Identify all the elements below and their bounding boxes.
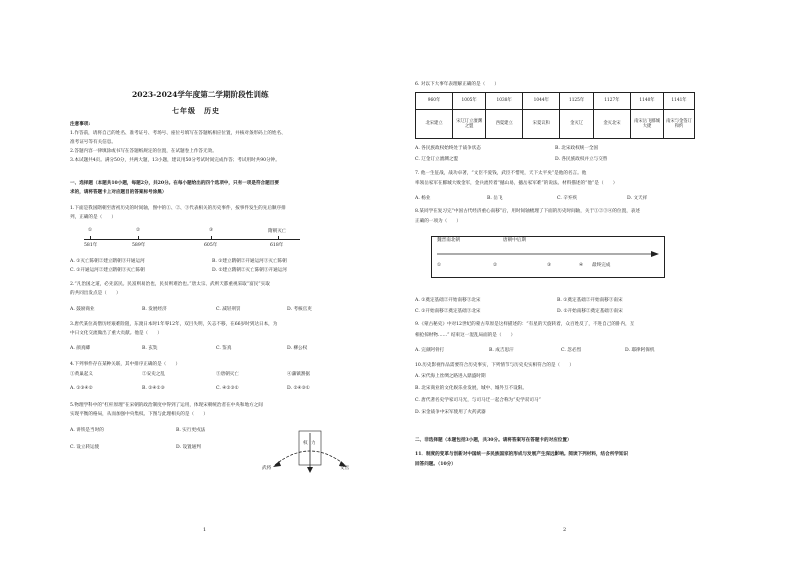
table-cell-event: 金灭辽 bbox=[560, 110, 594, 139]
q5-stem: 5.物理学科中的“杠杆原理”在宋朝的政治制度中得到了运用，体现宋朝统治者在中央和地方之间 bbox=[70, 403, 263, 408]
q9-option-d[interactable]: D. 耶律阿保机 bbox=[625, 348, 655, 353]
q9-option-c[interactable]: C. 忽必烈 bbox=[561, 348, 582, 353]
q1-option-d[interactable]: D. ①建立隋朝②灭亡陈朝③开通运河 bbox=[212, 268, 287, 273]
q8-slot: 最终完成 bbox=[592, 263, 611, 268]
q5-option-d[interactable]: D. 设置通判 bbox=[176, 445, 201, 450]
q10-option-d[interactable]: D. 宋金战争中宋军使用了火药武器 bbox=[415, 410, 486, 415]
q7-option-b[interactable]: B. 岳飞 bbox=[487, 196, 503, 201]
timeline-tick bbox=[278, 236, 279, 240]
q1-option-a[interactable]: A. ①灭亡陈朝②建立隋朝③开通运河 bbox=[70, 259, 145, 264]
q7-option-a[interactable]: A. 杨业 bbox=[415, 196, 431, 201]
q11-stem-cont: 回答问题。（10分） bbox=[415, 462, 456, 467]
q9-option-b[interactable]: B. 成吉思汗 bbox=[489, 348, 514, 353]
page-number: 2 bbox=[563, 527, 567, 533]
q2-stem: 2.“凡治国之道，必先富民。民富则易治也，民贫则难治也。”唐太宗、武则天都重视采取“富民”实取 bbox=[70, 282, 270, 287]
q8-stem-cont: 正确的一项为（ ） bbox=[415, 219, 461, 224]
q7-option-d[interactable]: D. 文天祥 bbox=[627, 196, 648, 201]
timeline-year: 581年 bbox=[84, 243, 98, 248]
table-cell-year: 1127年 bbox=[593, 93, 630, 110]
notice-line: 准考证号等有关信息。 bbox=[70, 140, 116, 145]
q8-slot: ② bbox=[493, 263, 498, 268]
q5-option-b[interactable]: B. 实行更戍法 bbox=[176, 428, 206, 433]
diagram-label-power-2: 力 bbox=[311, 441, 316, 446]
timeline-tick bbox=[211, 236, 212, 240]
exam-page-2 bbox=[397, 0, 794, 561]
lever-diagram bbox=[255, 425, 365, 485]
section1-heading: 一、选择题（本题共10小题，每题2分，共20分。在每小题给出的四个选项中，只有一项是符合题目要 bbox=[70, 181, 279, 186]
arrowhead bbox=[651, 251, 659, 257]
q8-option-a[interactable]: A. ①奠定基础②开始南移③北宋 bbox=[415, 298, 481, 303]
table-cell-year: 1038年 bbox=[486, 93, 523, 110]
q10-stem: 10.历史影视作品需要符合历史事实，下列情节与历史史实相符合的是（ ） bbox=[415, 363, 574, 368]
q8-slot: ① bbox=[437, 263, 442, 268]
q6-option-a[interactable]: A. 各民族政权始终处于战争状态 bbox=[415, 146, 481, 151]
timeline-mark: ① bbox=[88, 228, 93, 233]
q8-label: 魏晋南北朝 bbox=[437, 238, 460, 243]
table-cell-year: 1125年 bbox=[560, 93, 594, 110]
q8-label: 唐朝中后期 bbox=[503, 238, 526, 243]
q2-option-a[interactable]: A. 鼓励商业 bbox=[70, 307, 95, 312]
q4-event: ①黄巢起义 bbox=[70, 372, 93, 377]
exam-subtitle: 七年级 历史 bbox=[172, 106, 220, 115]
q4-stem: 4.下列事件存在某种关联，其中排序正确的是（ ） bbox=[70, 362, 181, 367]
q3-option-b[interactable]: B. 玄奘 bbox=[142, 346, 158, 351]
timeline-tick bbox=[138, 236, 139, 240]
q3-stem-cont: 中日文化交流做出了重大贡献。他是（ ） bbox=[70, 331, 162, 336]
table-cell-year: 1140年 bbox=[631, 93, 664, 110]
notice-line: 1.作答前，请将自己的姓名、准考证号、考场号、座位号填写在答题纸相应位置，并核对条形码上的姓名、 bbox=[70, 131, 286, 136]
section1-heading-cont: 求的，请将答题卡上对应题目的答案标号涂黑） bbox=[70, 190, 167, 195]
q7-stem-cont: 率领岳家军在郾城大败金军，金兵流传着“撼山易，撼岳家军难”的说法。材料描述的“他”是（ ） bbox=[415, 181, 618, 186]
q3-option-d[interactable]: D. 柳公权 bbox=[287, 346, 308, 351]
diagram-label-official: 文官 bbox=[340, 466, 350, 471]
q1-option-c[interactable]: C. ①开通运河②建立隋朝③灭亡陈朝 bbox=[70, 268, 145, 273]
table-cell-year: 1141年 bbox=[664, 93, 695, 110]
q8-slot: ④ bbox=[579, 263, 584, 268]
table-cell-event: 金灭北宋 bbox=[593, 110, 630, 139]
timeline-tick bbox=[90, 236, 91, 240]
q2-option-c[interactable]: C. 减轻刑罚 bbox=[216, 307, 241, 312]
table-row-events bbox=[416, 110, 695, 139]
q9-stem-cont: 相抢掠财物……” 结束这一混乱局面的是（ ） bbox=[415, 333, 516, 338]
lever-fulcrum bbox=[307, 467, 313, 473]
timeline-mark: 隋朝灭亡 bbox=[268, 229, 287, 234]
timeline-year: 605年 bbox=[204, 243, 218, 248]
table-cell-year: 1005年 bbox=[453, 93, 486, 110]
q10-option-a[interactable]: A. 宋代海上丝绸之路进入鼎盛时期 bbox=[415, 374, 486, 379]
q6-option-d[interactable]: D. 各民族政权并立与交替 bbox=[555, 157, 608, 162]
table-cell-year: 960年 bbox=[416, 93, 453, 110]
q8-option-b[interactable]: B. ①奠定基础②开始南移③南宋 bbox=[557, 298, 623, 303]
q3-option-c[interactable]: C. 鉴真 bbox=[216, 346, 232, 351]
timeline-year: 589年 bbox=[132, 243, 146, 248]
timeline-mark: ③ bbox=[209, 228, 214, 233]
q4-event: ③唐朝灭亡 bbox=[216, 372, 239, 377]
q9-stem: 9.《蒙古秘史》中对12世纪的蒙古草原是这样描述的：“有星的天旋转着，众百姓反了，不进自己的卧内，互 bbox=[415, 322, 635, 327]
q8-option-c[interactable]: C. ①开始南移②奠定基础③北宋 bbox=[415, 309, 481, 314]
q4-option-a[interactable]: A. ①③④② bbox=[70, 386, 93, 391]
q2-stem-cont: 的共同出发点是（ ） bbox=[70, 291, 121, 296]
q8-option-d[interactable]: D. ①开始南移②奠定基础③南宋 bbox=[557, 309, 623, 314]
q6-stem: 6. 对以下大事年表理解正确的是（ ） bbox=[415, 82, 499, 87]
q1-option-b[interactable]: B. ①建立隋朝②开通运河③灭亡陈朝 bbox=[212, 259, 287, 264]
q6-option-b[interactable]: B. 北宋政权统一全国 bbox=[555, 146, 599, 151]
q4-event: ④藩镇割据 bbox=[287, 372, 310, 377]
q8-stem: 8.某同学在复习完“中国古代经济重心南移”后，用时间轴梳理了下面的历史时间轴，关于①②③④的位置，表述 bbox=[415, 209, 640, 214]
q6-option-c[interactable]: C. 辽金订立澶渊之盟 bbox=[415, 157, 459, 162]
q5-option-c[interactable]: C. 设立转运使 bbox=[70, 445, 100, 450]
q5-option-a[interactable]: A. 讲铁是当时的 bbox=[70, 428, 104, 433]
q10-option-b[interactable]: B. 北宋商业的文化娱乐业发展，城中、城外互不设限。 bbox=[415, 386, 527, 391]
q3-stem: 3.唐代某位高僧历经艰难险阻，东渡日本时1年零12年，双目失明，矢志不移，在66岁时到达日本，为 bbox=[70, 322, 278, 327]
table-cell-event: 南宋与金签订和约 bbox=[664, 110, 695, 139]
table-row-years bbox=[416, 93, 695, 110]
q2-option-d[interactable]: D. 考核官吏 bbox=[287, 307, 312, 312]
table-cell-event: 宋辽订立澶渊之盟 bbox=[453, 110, 486, 139]
timeline-mark: ② bbox=[136, 228, 141, 233]
timeline-axis bbox=[84, 239, 300, 240]
q1-stem: 1.下面是我国隋朝至唐初历史的时间轴，图中的①、②、③代表相关的历史事件，按事件发生的先后顺序排 bbox=[70, 206, 286, 211]
table-cell-event: 南宋岳飞郾城大捷 bbox=[631, 110, 664, 139]
exam-title: 2023-2024学年度第二学期阶段性训练 bbox=[132, 90, 269, 99]
table-cell-year: 1044年 bbox=[523, 93, 560, 110]
q6-events-table bbox=[415, 92, 695, 139]
q4-option-d[interactable]: D. ②④③① bbox=[287, 386, 310, 391]
q4-option-b[interactable]: B. ②④①③ bbox=[142, 386, 165, 391]
notice-line: 3.本试题共4页。满分50分，共两大题，13小题，建议用50分考试时间完成作答；考试用时共90分钟。 bbox=[70, 158, 280, 163]
q3-option-a[interactable]: A. 颜真卿 bbox=[70, 346, 91, 351]
section2-heading: 二、非选择题（本题包括3小题，共30分。请将答案写在答题卡的对应位置） bbox=[415, 438, 572, 443]
q4-option-c[interactable]: C. ④②③① bbox=[216, 386, 239, 391]
notice-heading: 注意事项: bbox=[70, 122, 91, 127]
q11-stem: 11．制度的变革与创新对中国统一多民族国家的形成与发展产生深远影响。阅读下列材料，结合所学知识 bbox=[415, 452, 629, 457]
q5-stem-cont: 实现平衡的格局，从而加强中央集权。下图与此理相关的是（ ） bbox=[70, 412, 208, 417]
table-cell-event: 西夏建立 bbox=[486, 110, 523, 139]
table-cell-event: 宋夏议和 bbox=[523, 110, 560, 139]
page-number: 1 bbox=[203, 527, 207, 533]
q10-option-c[interactable]: C. 唐代著名史学家司马光，与司马迁一起合称为“史学双司马” bbox=[415, 398, 541, 403]
q9-option-a[interactable]: A. 完颜阿骨打 bbox=[415, 348, 445, 353]
table-cell-event: 北宋建立 bbox=[416, 110, 453, 139]
q4-event: ②安史之乱 bbox=[142, 372, 165, 377]
q8-timeline-arrow bbox=[431, 236, 665, 278]
timeline-year: 618年 bbox=[270, 243, 284, 248]
q7-option-c[interactable]: C. 辛弃疾 bbox=[557, 196, 578, 201]
notice-line: 2.答题内容一律填涂或书写在答题纸规定的位置，在试题卷上作答无效。 bbox=[70, 149, 217, 154]
diagram-label-general: 武将 bbox=[262, 466, 272, 471]
q1-stem-cont: 列，正确的是（ ） bbox=[70, 215, 116, 220]
diagram-label-power-1: 权 bbox=[303, 441, 308, 446]
q7-stem: 7. 他一生征战，战功卓著，“文臣不爱钱，武臣不惜死，天下太平矣”是他的名言。他 bbox=[415, 171, 587, 176]
q2-option-b[interactable]: B. 发展经济 bbox=[142, 307, 167, 312]
q8-slot: ③ bbox=[547, 263, 552, 268]
